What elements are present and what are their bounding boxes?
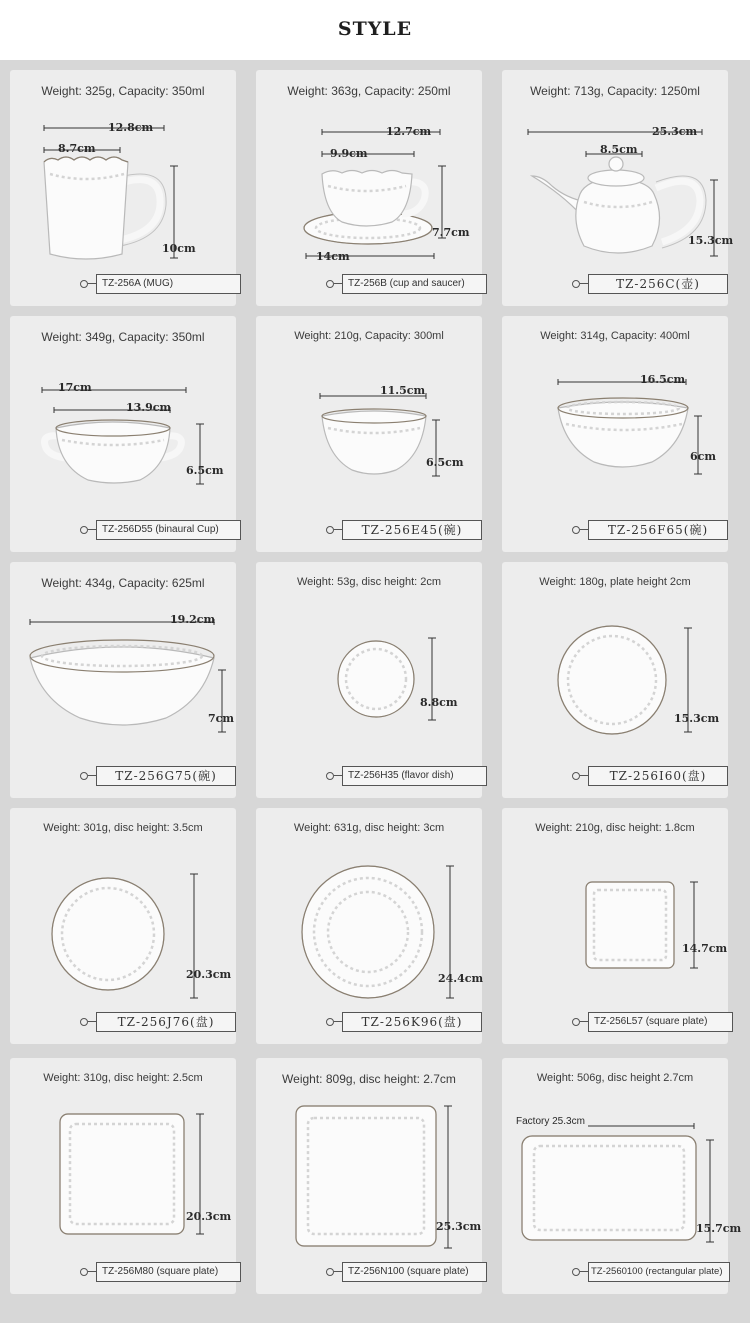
label-line <box>88 775 96 776</box>
product-card-bowl-f65[interactable] <box>502 316 728 552</box>
product-card-rectangular-plate[interactable] <box>502 1058 742 1294</box>
plate-illustration <box>10 808 236 1044</box>
flavor-dish-illustration <box>256 562 482 798</box>
dimension-height: 6.5cm <box>426 456 464 469</box>
dimension-side: 25.3cm <box>436 1220 482 1233</box>
label-line <box>334 775 342 776</box>
label-line <box>88 529 96 530</box>
label-line <box>88 1271 96 1272</box>
product-card-flavor-dish[interactable] <box>256 562 482 798</box>
dimension-height: 7cm <box>208 712 234 725</box>
label-dot <box>80 1268 88 1276</box>
weight-text: Weight: 180g, plate height 2cm <box>539 576 691 588</box>
weight-text: Weight: 809g, disc height: 2.7cm <box>282 1072 456 1086</box>
label-line <box>580 283 588 284</box>
label-dot <box>80 1018 88 1026</box>
product-card-bowl-e45[interactable] <box>256 316 482 552</box>
dimension-width: 12.7cm <box>386 125 432 138</box>
dimension-diameter: 8.8cm <box>420 696 458 709</box>
dimension-width: 17cm <box>58 381 92 394</box>
square-plate-illustration <box>10 1058 236 1294</box>
binaural-cup-illustration <box>10 316 236 552</box>
dimension-side: 14.7cm <box>682 942 728 955</box>
weight-text: Weight: 434g, Capacity: 625ml <box>41 576 205 590</box>
model-label-text: TZ-256B (cup and saucer) <box>342 274 487 294</box>
model-label-text: TZ-256G75(碗) <box>96 766 236 786</box>
weight-text: Weight: 53g, disc height: 2cm <box>296 576 442 588</box>
mug-illustration <box>10 70 236 306</box>
dimension-width: 11.5cm <box>380 384 426 397</box>
product-card-plate-i60[interactable] <box>502 562 728 798</box>
label-dot <box>572 280 580 288</box>
label-dot <box>326 1268 334 1276</box>
weight-text: Weight: 210g, Capacity: 300ml <box>294 330 444 342</box>
model-label-text: TZ-256C(壶) <box>588 274 728 294</box>
rectangular-plate-illustration <box>502 1058 728 1294</box>
dimension-diameter: 24.4cm <box>438 972 484 985</box>
model-label-text: TZ-2560100 (rectangular plate) <box>588 1262 730 1282</box>
weight-text: Weight: 631g, disc height: 3cm <box>293 822 445 834</box>
model-label-text: TZ-256E45(碗) <box>342 520 482 540</box>
model-label-text: TZ-256N100 (square plate) <box>342 1262 487 1282</box>
teapot-illustration <box>502 70 728 306</box>
dimension-diameter: 20.3cm <box>186 968 232 981</box>
label-dot <box>80 526 88 534</box>
dimension-height: 15.3cm <box>688 234 734 247</box>
dimension-inner: 13.9cm <box>126 401 172 414</box>
product-card-square-plate-l57[interactable] <box>502 808 728 1044</box>
weight-text: Weight: 310g, disc height: 2.5cm <box>43 1072 203 1084</box>
plate-illustration <box>502 562 728 798</box>
bowl-illustration <box>256 316 482 552</box>
dimension-length: Factory 25.3cm <box>516 1116 585 1127</box>
weight-text: Weight: 713g, Capacity: 1250ml <box>530 84 700 98</box>
product-grid <box>0 60 750 1323</box>
label-dot <box>326 280 334 288</box>
dimension-height: 10cm <box>162 242 196 255</box>
dimension-height: 7.7cm <box>432 226 470 239</box>
label-line <box>580 1021 588 1022</box>
dimension-inner: 9.9cm <box>330 147 368 160</box>
large-bowl-illustration <box>10 562 236 798</box>
label-dot <box>326 772 334 780</box>
dimension-width: 16.5cm <box>640 373 686 386</box>
product-card-plate-j76[interactable] <box>10 808 236 1044</box>
label-line <box>88 283 96 284</box>
weight-text: Weight: 314g, Capacity: 400ml <box>540 330 690 342</box>
model-label-text: TZ-256F65(碗) <box>588 520 728 540</box>
model-label-text: TZ-256H35 (flavor dish) <box>342 766 487 786</box>
page-title: STYLE <box>337 18 413 40</box>
model-label-text: TZ-256L57 (square plate) <box>588 1012 733 1032</box>
weight-text: Weight: 506g, disc height 2.7cm <box>536 1072 694 1084</box>
label-line <box>580 529 588 530</box>
product-card-mug[interactable] <box>10 70 236 306</box>
product-card-bowl-g75[interactable] <box>10 562 236 798</box>
label-dot <box>572 526 580 534</box>
weight-text: Weight: 363g, Capacity: 250ml <box>287 84 451 98</box>
dimension-width: 25.3cm <box>652 125 698 138</box>
label-dot <box>572 1268 580 1276</box>
label-dot <box>572 1018 580 1026</box>
square-plate-illustration <box>502 808 728 1044</box>
dimension-height: 6cm <box>690 450 716 463</box>
label-dot <box>80 280 88 288</box>
weight-text: Weight: 325g, Capacity: 350ml <box>41 84 205 98</box>
product-card-teapot[interactable] <box>502 70 734 306</box>
label-dot <box>572 772 580 780</box>
dimension-width: 15.7cm <box>696 1222 742 1235</box>
label-line <box>334 283 342 284</box>
dimension-inner: 8.7cm <box>58 142 96 155</box>
plate-illustration <box>256 808 482 1044</box>
cup-and-saucer-illustration <box>256 70 482 306</box>
product-card-square-plate-m80[interactable] <box>10 1058 236 1294</box>
dimension-width: 19.2cm <box>170 613 216 626</box>
product-card-cup-and-saucer[interactable] <box>256 70 482 306</box>
label-line <box>580 775 588 776</box>
model-label-text: TZ-256D55 (binaural Cup) <box>96 520 241 540</box>
label-dot <box>80 772 88 780</box>
dimension-lid: 8.5cm <box>600 143 638 156</box>
label-dot <box>326 526 334 534</box>
weight-text: Weight: 210g, disc height: 1.8cm <box>535 822 695 834</box>
product-card-square-plate-n100[interactable] <box>256 1058 482 1294</box>
label-line <box>334 1271 342 1272</box>
bowl-illustration <box>502 316 728 552</box>
dimension-width: 12.8cm <box>108 121 154 134</box>
model-label-text: TZ-256M80 (square plate) <box>96 1262 241 1282</box>
square-plate-illustration <box>256 1058 482 1294</box>
dimension-height: 6.5cm <box>186 464 224 477</box>
model-label-text: TZ-256K96(盘) <box>342 1012 482 1032</box>
model-label-text: TZ-256J76(盘) <box>96 1012 236 1032</box>
weight-text: Weight: 349g, Capacity: 350ml <box>41 330 205 344</box>
product-card-plate-k96[interactable] <box>256 808 482 1044</box>
weight-text: Weight: 301g, disc height: 3.5cm <box>43 822 203 834</box>
dimension-side: 20.3cm <box>186 1210 232 1223</box>
label-dot <box>326 1018 334 1026</box>
label-line <box>580 1271 588 1272</box>
label-line <box>334 1021 342 1022</box>
label-line <box>88 1021 96 1022</box>
label-line <box>334 529 342 530</box>
product-card-binaural-cup[interactable] <box>10 316 236 552</box>
dimension-saucer: 14cm <box>316 250 350 263</box>
model-label-text: TZ-256A (MUG) <box>96 274 241 294</box>
dimension-diameter: 15.3cm <box>674 712 720 725</box>
model-label-text: TZ-256I60(盘) <box>588 766 728 786</box>
